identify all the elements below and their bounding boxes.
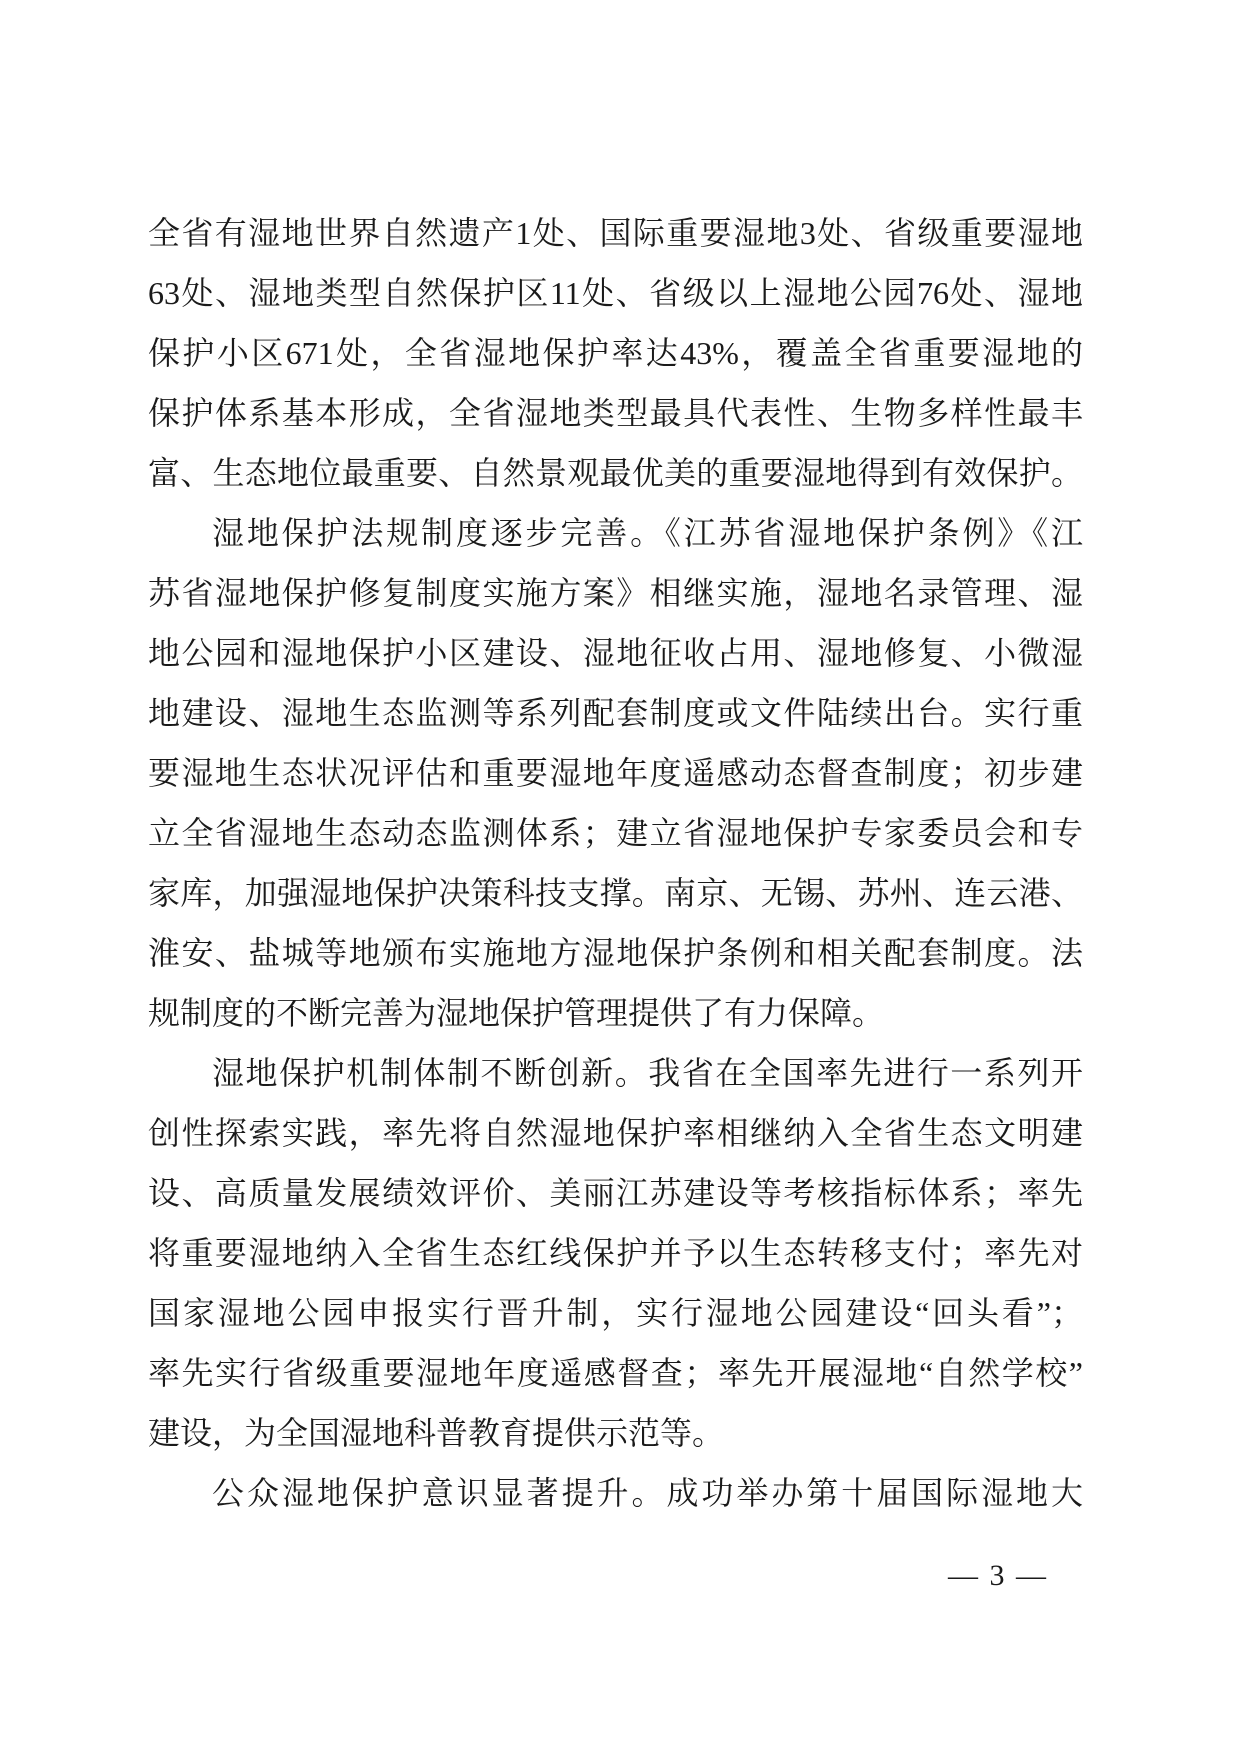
text-line: 苏省湿地保护修复制度实施方案》相继实施，湿地名录管理、湿 [148, 575, 1083, 611]
text-line: 63处、湿地类型自然保护区11处、省级以上湿地公园76处、湿地 [148, 275, 1083, 311]
text-line: 立全省湿地生态动态监测体系；建立省湿地保护专家委员会和专 [148, 815, 1083, 851]
text-line: 地公园和湿地保护小区建设、湿地征收占用、湿地修复、小微湿 [148, 635, 1083, 671]
page-number: — 3 — [948, 1559, 1048, 1592]
text-line: 保护小区671处，全省湿地保护率达43%，覆盖全省重要湿地的 [148, 335, 1083, 371]
text-line: 创性探索实践，率先将自然湿地保护率相继纳入全省生态文明建 [148, 1115, 1083, 1151]
text-line: 规制度的不断完善为湿地保护管理提供了有力保障。 [148, 995, 885, 1031]
text-line: 公众湿地保护意识显著提升。成功举办第十届国际湿地大 [212, 1475, 1083, 1511]
text-line: 率先实行省级重要湿地年度遥感督查；率先开展湿地“自然学校” [148, 1355, 1083, 1391]
text-block [148, 203, 1083, 1523]
text-line: 建设，为全国湿地科普教育提供示范等。 [148, 1415, 725, 1451]
text-line: 国家湿地公园申报实行晋升制，实行湿地公园建设“回头看”； [148, 1295, 1083, 1331]
text-line: 淮安、盐城等地颁布实施地方湿地保护条例和相关配套制度。法 [148, 935, 1083, 971]
text-line: 全省有湿地世界自然遗产1处、国际重要湿地3处、省级重要湿地 [148, 215, 1083, 251]
text-line: 家库，加强湿地保护决策科技支撑。南京、无锡、苏州、连云港、 [148, 875, 1083, 911]
text-line: 湿地保护法规制度逐步完善。《江苏省湿地保护条例》《江 [212, 515, 1083, 551]
text-line: 将重要湿地纳入全省生态红线保护并予以生态转移支付；率先对 [148, 1235, 1083, 1271]
text-line: 湿地保护机制体制不断创新。我省在全国率先进行一系列开 [212, 1055, 1083, 1091]
text-line: 要湿地生态状况评估和重要湿地年度遥感动态督查制度；初步建 [148, 755, 1083, 791]
text-line: 保护体系基本形成，全省湿地类型最具代表性、生物多样性最丰 [148, 395, 1083, 431]
text-line: 设、高质量发展绩效评价、美丽江苏建设等考核指标体系；率先 [148, 1175, 1083, 1211]
text-line: 富、生态地位最重要、自然景观最优美的重要湿地得到有效保护。 [148, 455, 1083, 491]
text-line: 地建设、湿地生态监测等系列配套制度或文件陆续出台。实行重 [148, 695, 1083, 731]
